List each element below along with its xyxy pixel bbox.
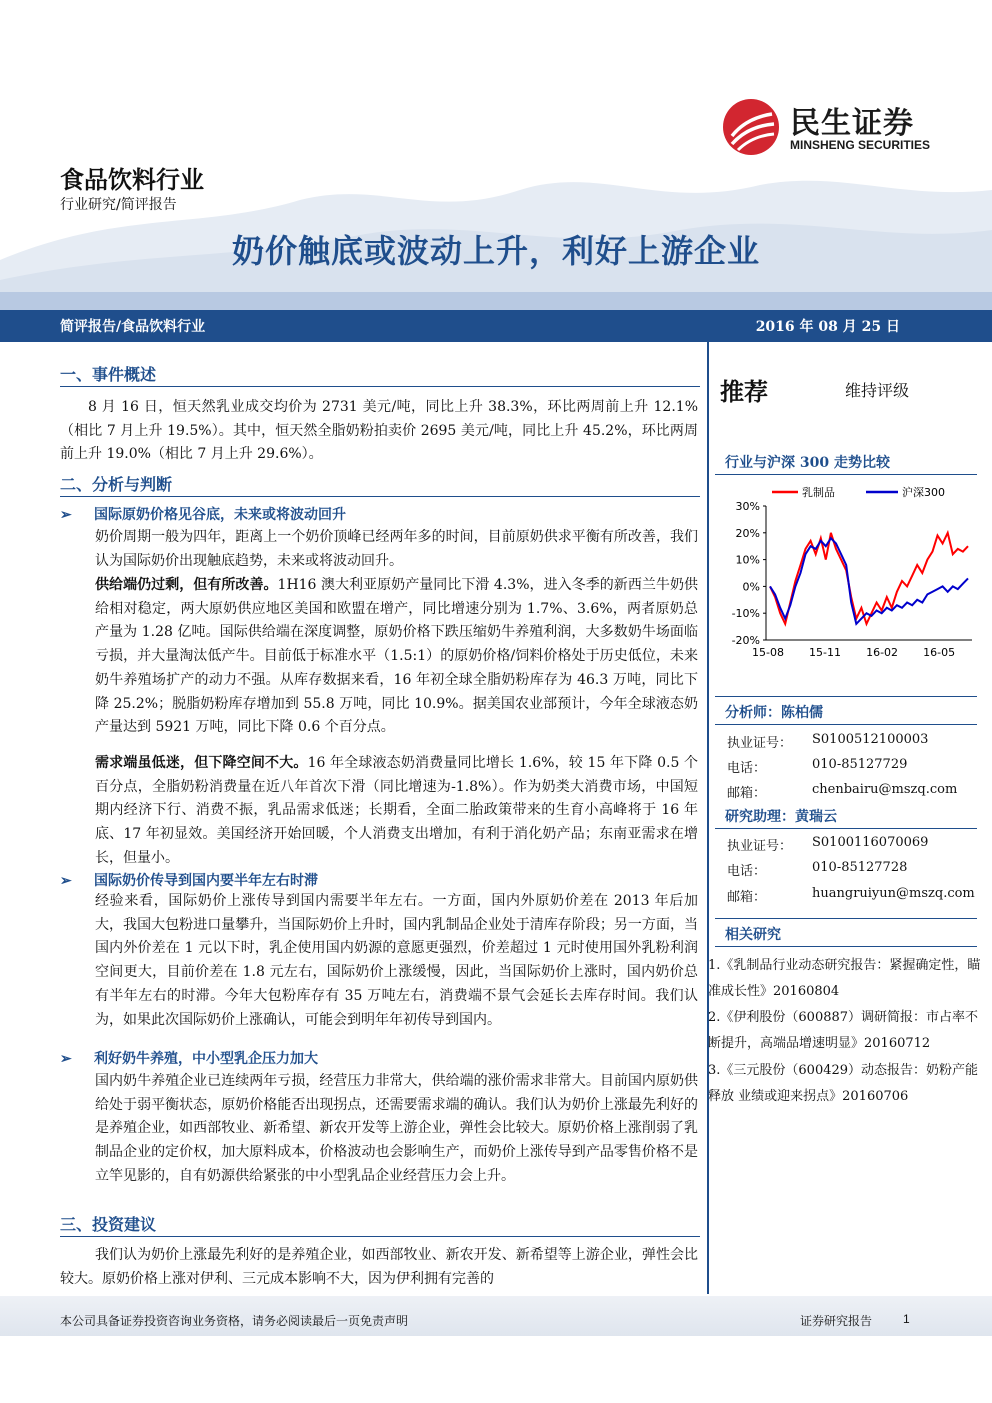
sidebar-rule [715, 918, 977, 919]
sidebar-rule [715, 696, 977, 697]
analyst-email-label: 邮箱： [727, 786, 767, 801]
assistant-phone-label: 电话： [727, 864, 767, 879]
section-heading-1: 一、事件概述 [60, 365, 157, 384]
section-heading-2: 二、分析与判断 [60, 475, 173, 494]
analyst-email-value[interactable]: chenbairu@mszq.com [812, 782, 958, 797]
related-item-1[interactable]: 1.《乳制品行业动态研究报告：紧握确定性，瞄准成长性》20160804 [708, 958, 981, 999]
chart-heading: 行业与沪深 300 走势比较 [725, 455, 890, 471]
brand-name-cn: 民生证券 [790, 107, 914, 140]
analyst-heading: 分析师：陈柏儒 [725, 705, 823, 721]
bullet-1-text: 奶价周期一般为四年，距离上一个奶价顶峰已经两年多的时间，目前原奶供求平衡有所改善，我们认为国际奶价出现触底趋势，未来或将波动回升。 [95, 529, 698, 569]
bullet-heading-3 [60, 1048, 318, 1068]
recommendation: 推荐 [720, 378, 768, 406]
sidebar-rule [715, 474, 977, 475]
y-tick-label: 20% [735, 526, 760, 540]
header-band-category: 简评报告/食品饮料行业 [60, 319, 206, 335]
supply-paragraph [95, 574, 698, 740]
assistant-email-value[interactable]: huangruiyun@mszq.com [812, 886, 975, 901]
x-tick-label: 16-05 [923, 646, 956, 659]
supply-text: 1H16 澳大利亚原奶产量同比下滑 4.3%，进入冬季的新西兰牛奶供给相对稳定，两大原奶供应地区美国和欧盟在增产，同比增速分别为 1.7%、3.6%，两者原奶总产量为 1.28 亿吨。国际供给端在深度调整，原奶价格下跌压缩奶牛养殖利润，大多数奶牛场面临亏损，并大量淘汰低产牛。目前低于标准水平（1.5:1）的原奶价格/饲料价格处于历史低位，未来奶牛养殖场扩产的动力不强。从库存数据来看，16 年初全球全脂奶粉库存为 46.3 万吨，同比下降 25.2%；脱脂奶粉库存增加到 55.8 万吨，同比 10.9%。据美国农业部预计，今年全球液态奶产量达到 5921 万吨，同比下降 0.6 个百分点。 [95, 577, 698, 736]
analyst-cert-label: 执业证号： [727, 736, 793, 751]
brand-name-en: MINSHENG SECURITIES [790, 138, 931, 152]
legend-label-series-1: 乳制品 [802, 486, 835, 499]
analyst-cert-value: S0100512100003 [812, 732, 929, 747]
industry-label: 食品饮料行业 [60, 166, 204, 194]
bullet-heading-2 [60, 870, 318, 890]
bullet-heading-1 [60, 504, 346, 524]
analyst-phone-value: 010-85127729 [812, 757, 908, 772]
assistant-email-label: 邮箱： [727, 890, 767, 905]
bullet-2-text: 经验来看，国际奶价上涨传导到国内需要半年左右。一方面，国内外原奶价差在 2013 年后加大，我国大包粉进口量攀升，当国际奶价上升时，国内乳制品企业处于清库存阶段；另一方面，当国内外价差在 1 元以下时，乳企使用国内奶源的意愿更强烈，价差超过 1 元时使用国外乳粉利润空间更大，目前价差在 1.8 元左右，国际奶价上涨缓慢，因此，当国际奶价上涨时，国内奶价总有半年左右的时滞。今年大包粉库存有 35 万吨左右，消费端不景气会延长去库存时间。我们认为，如果此次国际奶价上涨确认，可能会到明年年初传导到国内。 [95, 893, 698, 1028]
arrow-bullet-icon: ➢ [60, 507, 72, 523]
investment-text: 我们认为奶价上涨最先利好的是养殖企业，如西部牧业、新农开发、新希望等上游企业，弹性会比较大。原奶价格上涨对伊利、三元成本影响不大，因为伊利拥有完善的 [60, 1247, 698, 1287]
chart-legend [772, 485, 945, 499]
rating: 维持评级 [845, 381, 910, 400]
series-line-1 [770, 533, 968, 624]
trend-chart [714, 478, 984, 668]
bullet-heading-text: 国际原奶价格见谷底，未来或将波动回升 [94, 507, 346, 523]
related-heading: 相关研究 [725, 927, 781, 943]
x-tick-label: 15-11 [809, 646, 842, 659]
report-date: 2016 年 08 月 25 日 [755, 319, 900, 335]
analyst-phone-label: 电话： [727, 761, 767, 776]
assistant-cert-label: 执业证号： [727, 839, 793, 854]
demand-text: 16 年全球液态奶消费量同比增长 1.6%，较 15 年下降 0.5 个百分点，全脂奶粉消费量在近八年首次下滑（同比增速为-1.8%）。作为奶类大消费市场，中国短期内经济下行、消费不振，乳品需求低迷；长期看，全面二胎政策带来的生育小高峰将于 16 年底、17 年初显效。美国经济开始回暖，个人消费支出增加，有利于消化奶产品；东南亚需求在增长，但量小。 [95, 755, 698, 866]
report-type: 行业研究/简评报告 [60, 197, 177, 213]
bullet-heading-text: 国际奶价传导到国内要半年左右时滞 [94, 873, 318, 889]
sidebar-rule [715, 828, 977, 829]
y-tick-label: 10% [735, 553, 760, 567]
assistant-phone-value: 010-85127728 [812, 860, 908, 875]
assistant-heading: 研究助理：黄瑞云 [725, 809, 837, 825]
sidebar-rule [715, 724, 977, 725]
x-tick-label: 16-02 [866, 646, 899, 659]
section-rule [60, 1236, 700, 1237]
y-tick-label: -20% [731, 634, 760, 647]
demand-lead: 需求端虽低迷，但下降空间不大。 [95, 755, 308, 771]
related-item-3[interactable]: 3.《三元股份（600429）动态报告：奶粉产能释放 业绩或迎来拐点》20160706 [708, 1063, 979, 1104]
y-tick-label: -10% [731, 607, 760, 621]
section-rule [60, 386, 700, 387]
section-rule [60, 496, 700, 497]
y-tick-label: 30% [735, 500, 760, 513]
page-number: 1 [903, 1312, 910, 1326]
section-heading-3: 三、投资建议 [60, 1215, 157, 1234]
legend-label-series-2: 沪深300 [902, 486, 945, 499]
arrow-bullet-icon: ➢ [60, 1051, 72, 1067]
assistant-cert-value: S0100116070069 [812, 835, 929, 850]
footer-report-label: 证券研究报告 [800, 1314, 873, 1328]
sidebar-rule [715, 946, 977, 947]
related-item-2[interactable]: 2.《伊利股份（600887）调研简报：市占率不断提升，高端品增速明显》20160712 [708, 1010, 979, 1051]
supply-lead: 供给端仍过剩，但有所改善。 [95, 577, 278, 593]
event-summary-text: 8 月 16 日，恒天然乳业成交均价为 2731 美元/吨，同比上升 38.3%，环比两周前上升 12.1%（相比 7 月上升 19.5%）。其中，恒天然全脂奶粉拍卖价 2695 美元/吨，同比上升 45.2%，环比两周前上升 19.0%（相比 7 月上升 29.6%）。 [60, 399, 698, 463]
bullet-3-text: 国内奶牛养殖企业已连续两年亏损，经营压力非常大，供给端的涨价需求非常大。目前国内原奶供给处于弱平衡状态，原奶价格能否出现拐点，还需要需求端的确认。我们认为奶价上涨最先利好的是养殖企业，如西部牧业、新希望、新农开发等上游企业，弹性会比较大。原奶价格上涨削弱了乳制品企业的定价权，加大原料成本，价格波动也会影响生产，而奶价上涨传导到产品零售价格不是立竿见影的，自有奶源供给紧张的中小型乳品企业经营压力会上升。 [95, 1073, 698, 1184]
arrow-bullet-icon: ➢ [60, 873, 72, 889]
column-divider [707, 342, 709, 1294]
bullet-heading-text: 利好奶牛养殖，中小型乳企压力加大 [94, 1051, 318, 1067]
header-band-light [0, 292, 992, 310]
report-title: 奶价触底或波动上升，利好上游企业 [231, 232, 760, 270]
demand-paragraph [95, 752, 698, 871]
footer-disclaimer: 本公司具备证券投资咨询业务资格，请务必阅读最后一页免责声明 [60, 1314, 409, 1328]
y-tick-label: 0% [742, 580, 760, 594]
series-line-2 [770, 538, 968, 624]
x-tick-label: 15-08 [752, 646, 784, 659]
minsheng-logo-icon [722, 98, 780, 156]
